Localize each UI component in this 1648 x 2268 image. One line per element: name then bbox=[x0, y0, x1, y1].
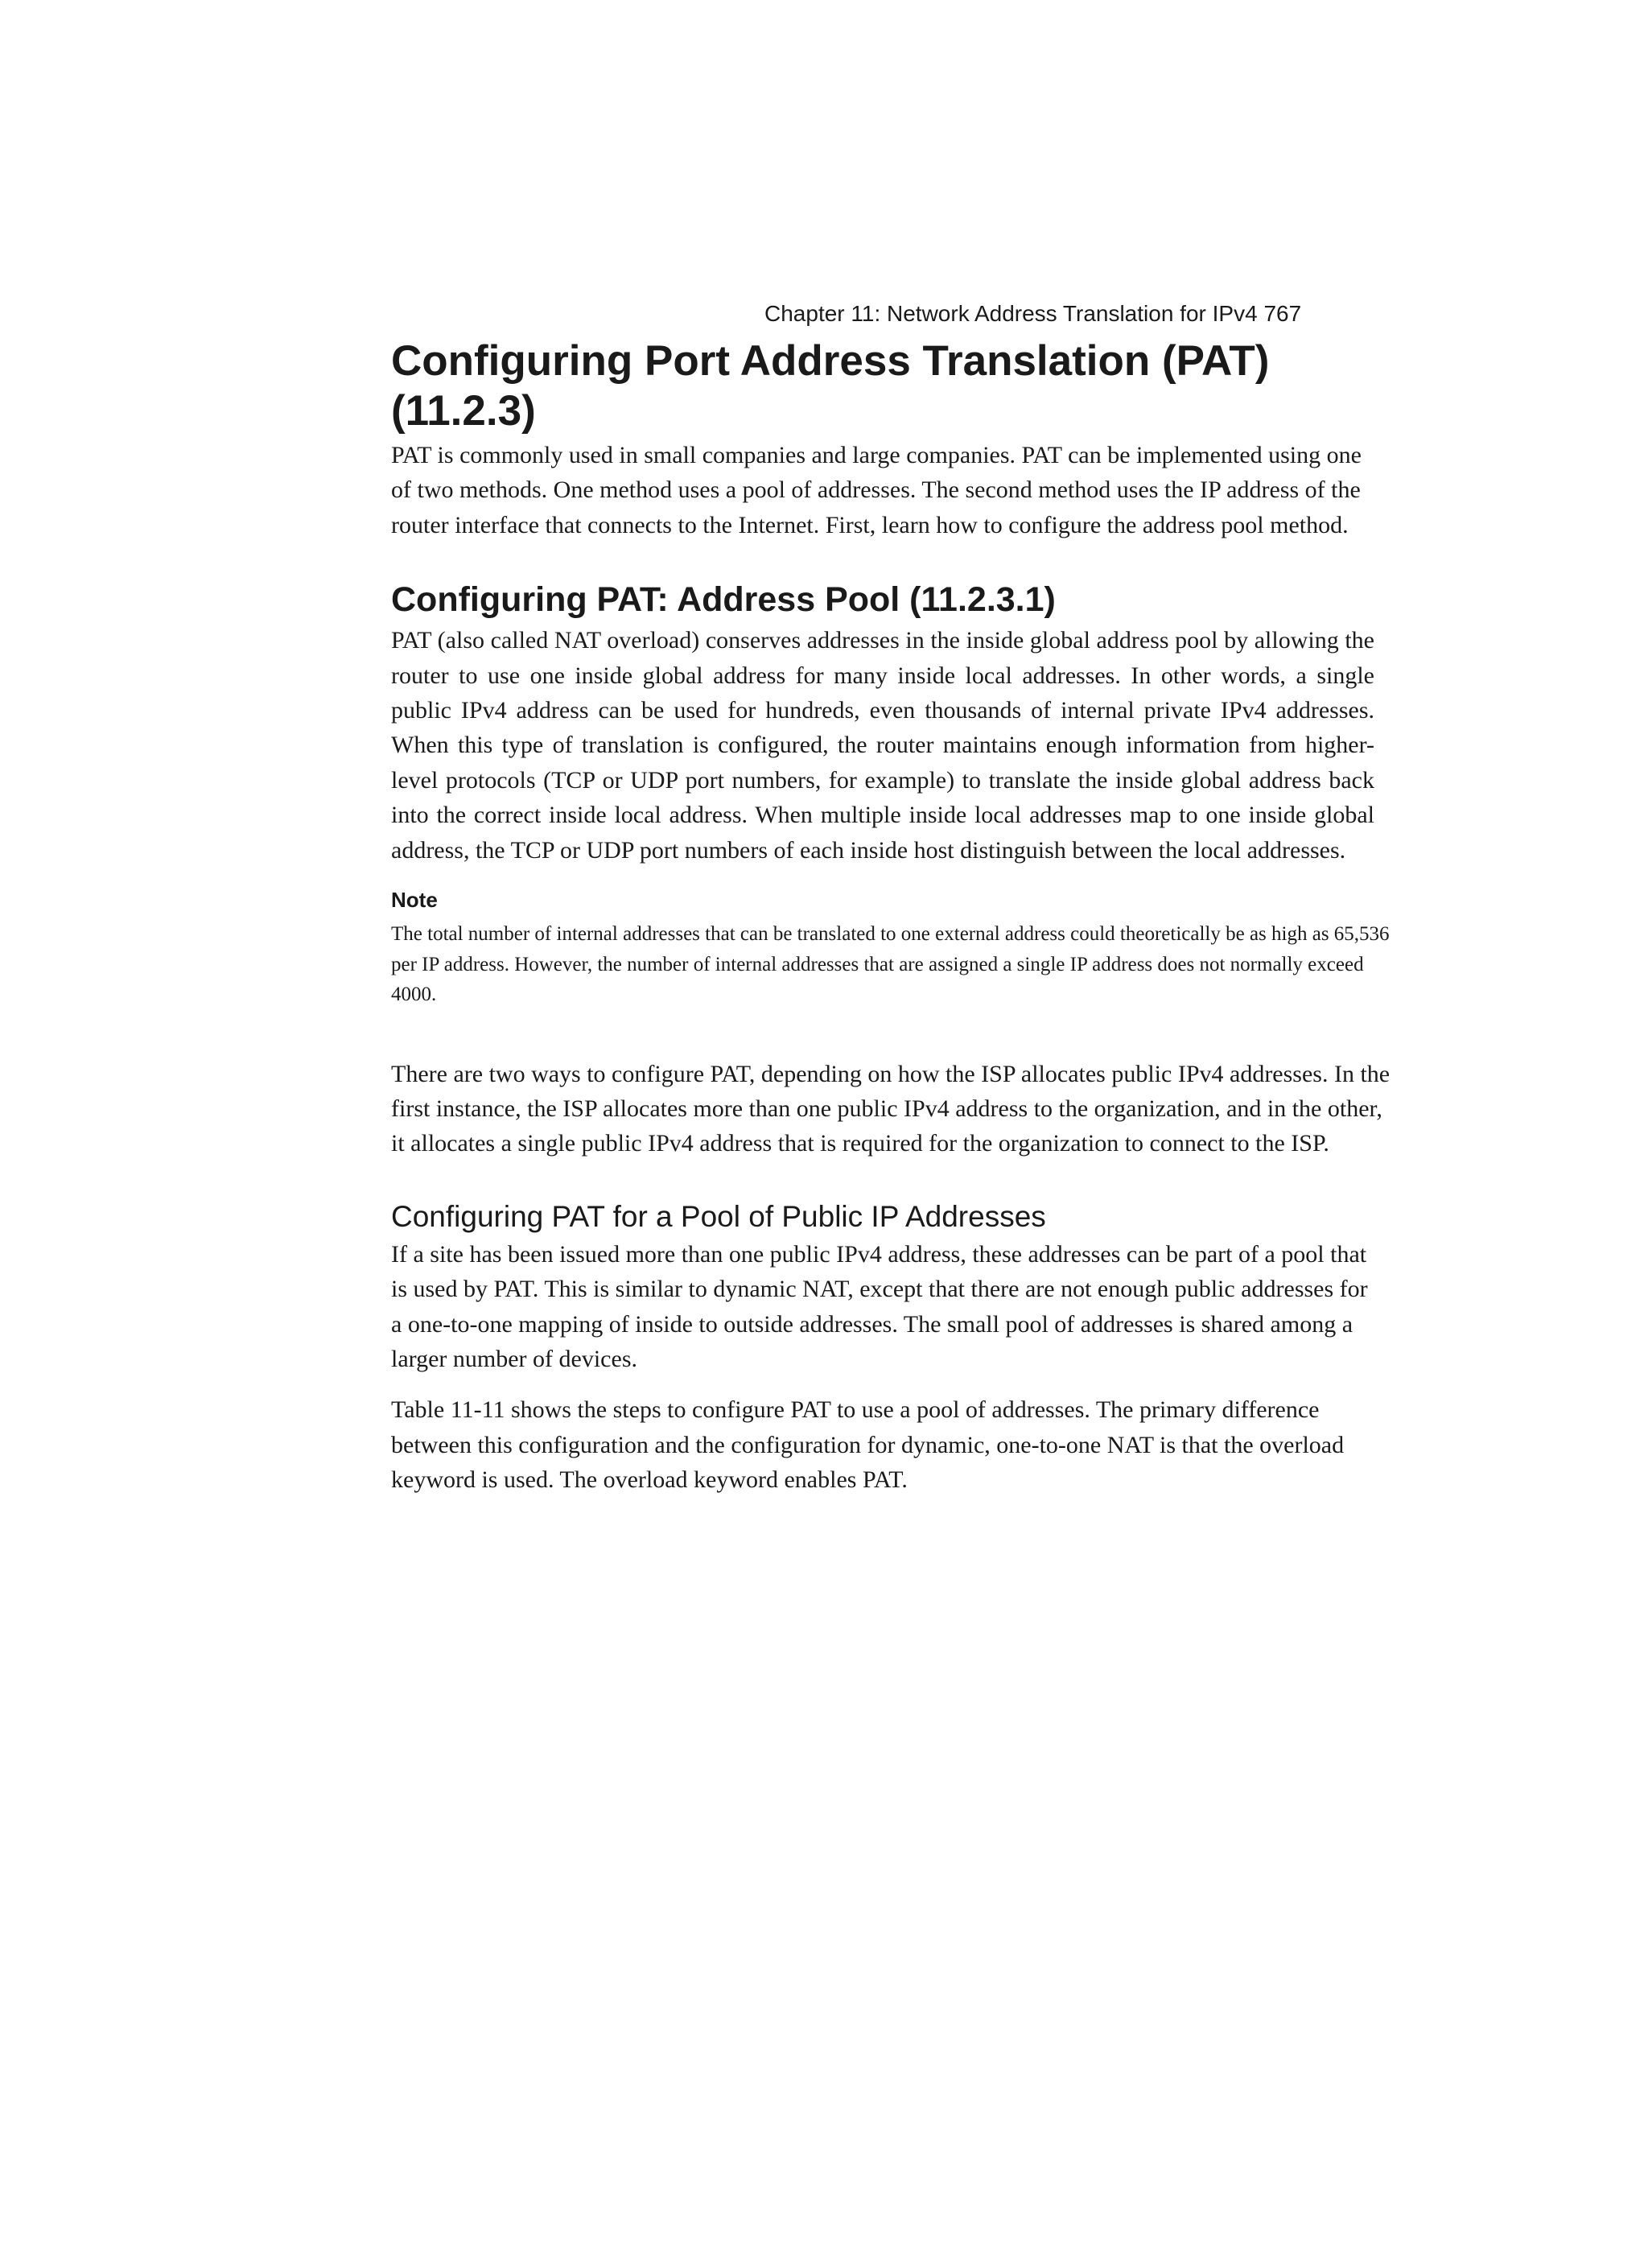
section-paragraph-1: PAT (also called NAT overload) conserves addresses in the inside global address pool by allowing the router to use one inside global address for many inside local addresses. In other words, a single public IPv4 address can be used for hundreds, even thousands of internal private IPv4 addresses. When this type of translation is configured, the router maintains enough information from higher-level protocols (TCP or UDP port numbers, for example) to translate the inside global address back into the correct inside local address. When multiple inside local addresses map to one inside global address, the TCP or UDP port numbers of each inside host distinguish between the local addresses. bbox=[391, 627, 1374, 864]
subsection-title: Configuring PAT for a Pool of Public IP Addresses bbox=[391, 1199, 1046, 1233]
subsection-paragraph-2: Table 11-11 shows the steps to configure PAT to use a pool of addresses. The primary difference between this configuration and the configuration for dynamic, one-to-one NAT is that the overload keyword is used. The overload keyword enables PAT. bbox=[391, 1396, 1345, 1494]
note-text: The total number of internal addresses that can be translated to one external address could theoretically be as high as 65,536 per IP address. However, the number of internal addresses that are assigned a single IP address does not normally exceed 4000. bbox=[391, 923, 1390, 1006]
section-title: Configuring PAT: Address Pool (11.2.3.1) bbox=[391, 580, 1056, 620]
note-label: Note bbox=[391, 888, 438, 913]
page-content bbox=[391, 336, 1393, 1498]
section-paragraph-2: There are two ways to configure PAT, depending on how the ISP allocates public IPv4 addresses. In the first instance, the ISP allocates more than one public IPv4 address to the organization, and in the other, it allocates a single public IPv4 address that is required for the organization to connect to the ISP. bbox=[391, 1060, 1390, 1157]
chapter-title: Configuring Port Address Translation (PAT) (11.2.3) bbox=[391, 337, 1270, 435]
chapter-intro-paragraph: PAT is commonly used in small companies and large companies. PAT can be implemented using one of two methods. One method uses a pool of addresses. The second method uses the IP address of the router interface that connects to the Internet. First, learn how to configure the address pool method. bbox=[391, 442, 1362, 538]
subsection-paragraph-1: If a site has been issued more than one public IPv4 address, these addresses can be part of a pool that is used by PAT. This is similar to dynamic NAT, except that there are not enough public addresses for a one-to-one mapping of inside to outside addresses. The small pool of addresses is shared among a larger number of devices. bbox=[391, 1240, 1368, 1372]
running-head: Chapter 11: Network Address Translation for IPv4 767 bbox=[764, 301, 1302, 326]
